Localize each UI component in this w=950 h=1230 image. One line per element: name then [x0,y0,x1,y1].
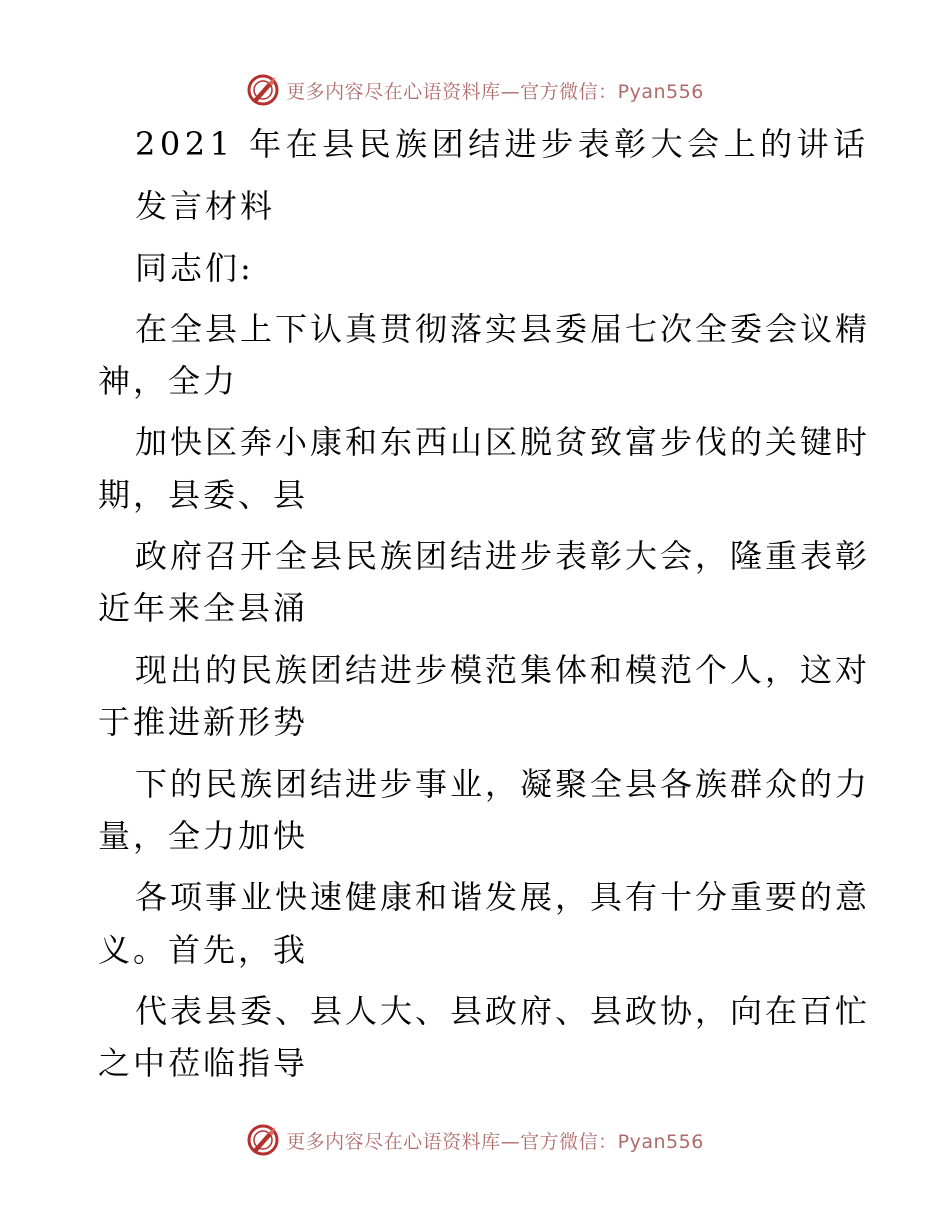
paragraph-line: 在全县上下认真贯彻落实县委届七次全委会议精 [135,310,871,348]
banner-content [246,1123,704,1157]
banner-text: 更多内容尽在心语资料库—官方微信：Pyan556 [286,80,704,103]
paragraph-line: 政府召开全县民族团结进步表彰大会，隆重表彰 [135,537,871,575]
document-title: 2021 年在县民族团结进步表彰大会上的讲话 [135,125,870,163]
banner-content [246,73,704,107]
paragraph-line: 神，全力 [98,362,239,400]
document-subtitle: 发言材料 [135,187,276,225]
banner-text: 更多内容尽在心语资料库—官方微信：Pyan556 [286,1130,704,1153]
paragraph-line: 于推进新形势 [98,703,309,741]
quill-pen-logo-icon [246,73,280,107]
paragraph-line: 代表县委、县人大、县政府、县政协，向在百忙 [135,992,871,1030]
paragraph-line: 近年来全县涌 [98,589,309,627]
footer-banner [0,1120,950,1160]
quill-pen-logo-icon [246,1123,280,1157]
header-banner [0,70,950,110]
salutation: 同志们: [135,249,254,287]
paragraph-line: 期，县委、县 [98,476,309,514]
paragraph-line: 之中莅临指导 [98,1044,309,1082]
paragraph-line: 各项事业快速健康和谐发展，具有十分重要的意 [135,878,871,916]
paragraph-line: 现出的民族团结进步模范集体和模范个人，这对 [135,651,871,689]
paragraph-line: 量，全力加快 [98,817,309,855]
paragraph-line: 下的民族团结进步事业，凝聚全县各族群众的力 [135,765,871,803]
paragraph-line: 义。首先，我 [98,931,309,969]
paragraph-line: 加快区奔小康和东西山区脱贫致富步伐的关键时 [135,423,871,461]
